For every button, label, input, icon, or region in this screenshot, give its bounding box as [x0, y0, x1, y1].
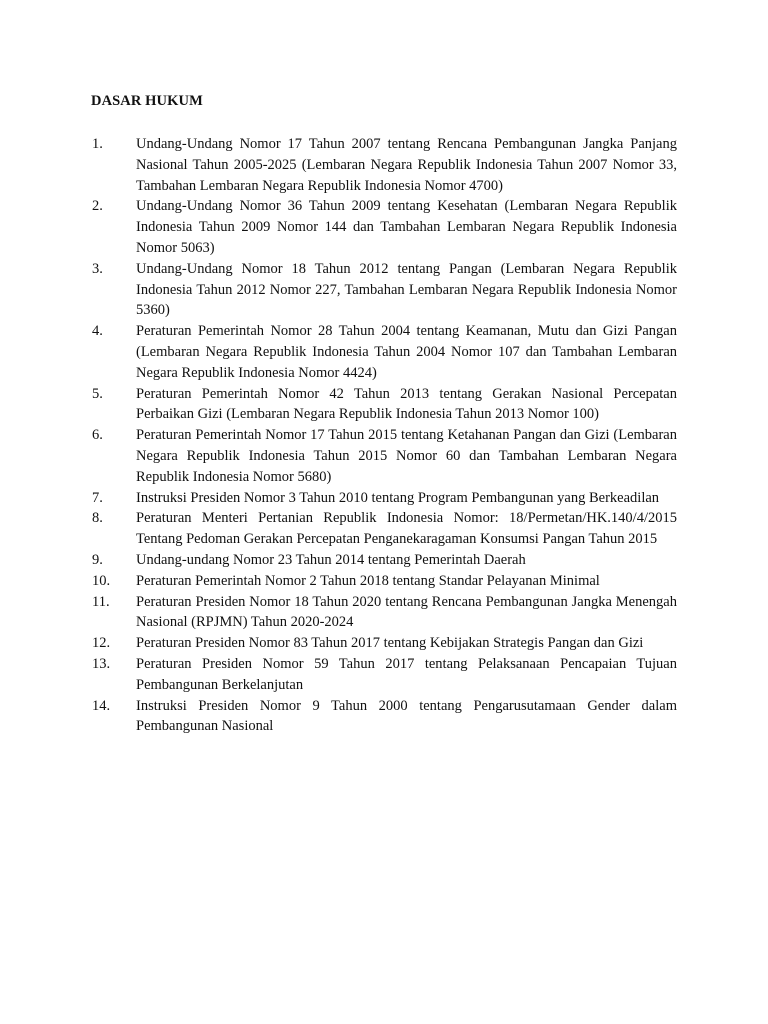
list-item: [92, 259, 677, 321]
list-item: [92, 488, 677, 509]
item-text: Instruksi Presiden Nomor 9 Tahun 2000 tentang Pengarusutamaan Gender dalam Pembangunan Nasional: [136, 697, 677, 735]
list-item: [92, 592, 677, 634]
list-item: [92, 321, 677, 383]
item-number: 13.: [92, 655, 111, 672]
item-text: Peraturan Pemerintah Nomor 28 Tahun 2004 tentang Keamanan, Mutu dan Gizi Pangan (Lembaran Negara Republik Indonesia Tahun 2004 Nomor 107 dan Tambahan Lembaran Negara Republik Indonesia Nomor 4424): [136, 323, 677, 381]
item-number: 14.: [92, 697, 111, 714]
item-number: 8.: [92, 510, 103, 527]
list-item: [92, 696, 677, 738]
item-number: 5.: [92, 385, 103, 402]
item-number: 2.: [92, 198, 103, 215]
list-item: [92, 384, 677, 426]
list-item: [92, 196, 677, 258]
list-item: [92, 425, 677, 487]
list-item: [92, 633, 677, 654]
item-text: Undang-Undang Nomor 18 Tahun 2012 tentang Pangan (Lembaran Negara Republik Indonesia Tahun 2012 Nomor 227, Tambahan Lembaran Negara Republik Indonesia Nomor 5360): [136, 260, 677, 319]
item-number: 10.: [92, 572, 111, 589]
item-number: 1.: [92, 136, 103, 152]
item-text: Peraturan Presiden Nomor 83 Tahun 2017 tentang Kebijakan Strategis Pangan dan Gizi: [136, 635, 644, 652]
item-text: Peraturan Pemerintah Nomor 17 Tahun 2015 tentang Ketahanan Pangan dan Gizi (Lembaran Negara Republik Indonesia Tahun 2015 Nomor 60 dan Tambahan Lembaran Negara Republik Indonesia Nomor 5680): [136, 427, 677, 485]
item-text: Undang-undang Nomor 23 Tahun 2014 tentang Pemerintah Daerah: [136, 551, 526, 568]
list-item: [92, 134, 677, 196]
item-text: Peraturan Pemerintah Nomor 2 Tahun 2018 tentang Standar Pelayanan Minimal: [136, 572, 600, 589]
item-text: Peraturan Presiden Nomor 59 Tahun 2017 tentang Pelaksanaan Pencapaian Tujuan Pembangunan Berkelanjutan: [136, 655, 677, 693]
item-text: Undang-Undang Nomor 36 Tahun 2009 tentang Kesehatan (Lembaran Negara Republik Indonesia Tahun 2009 Nomor 144 dan Tambahan Lembaran Negara Republik Indonesia Nomor 5063): [136, 198, 677, 256]
list-item: [92, 550, 677, 571]
item-number: 12.: [92, 635, 111, 652]
legal-basis-list: [92, 134, 677, 737]
page-title: DASAR HUKUM: [91, 93, 203, 109]
list-item: [92, 654, 677, 696]
item-number: 11.: [92, 593, 110, 610]
item-number: 4.: [92, 323, 103, 340]
item-text: Peraturan Menteri Pertanian Republik Indonesia Nomor: 18/Permetan/HK.140/4/2015 Tentang Pedoman Gerakan Percepatan Penganekaragaman Konsumsi Pangan Tahun 2015: [136, 510, 677, 548]
item-number: 3.: [92, 260, 103, 277]
item-number: 7.: [92, 489, 103, 506]
item-text: Peraturan Pemerintah Nomor 42 Tahun 2013 tentang Gerakan Nasional Percepatan Perbaikan Gizi (Lembaran Negara Republik Indonesia Tahun 2013 Nomor 100): [136, 385, 677, 423]
item-text: Peraturan Presiden Nomor 18 Tahun 2020 tentang Rencana Pembangunan Jangka Menengah Nasional (RPJMN) Tahun 2020-2024: [136, 593, 677, 631]
item-number: 6.: [92, 427, 103, 444]
list-item: [92, 571, 677, 592]
list-item: [92, 508, 677, 550]
item-number: 9.: [92, 551, 103, 568]
item-text: Instruksi Presiden Nomor 3 Tahun 2010 tentang Program Pembangunan yang Berkeadilan: [136, 489, 660, 506]
item-text: Undang-Undang Nomor 17 Tahun 2007 tentang Rencana Pembangunan Jangka Panjang Nasional Tahun 2005-2025 (Lembaran Negara Republik Indonesia Tahun 2007 Nomor 33, Tambahan Lembaran Negara Republik Indonesia Nomor 4700): [136, 136, 677, 194]
